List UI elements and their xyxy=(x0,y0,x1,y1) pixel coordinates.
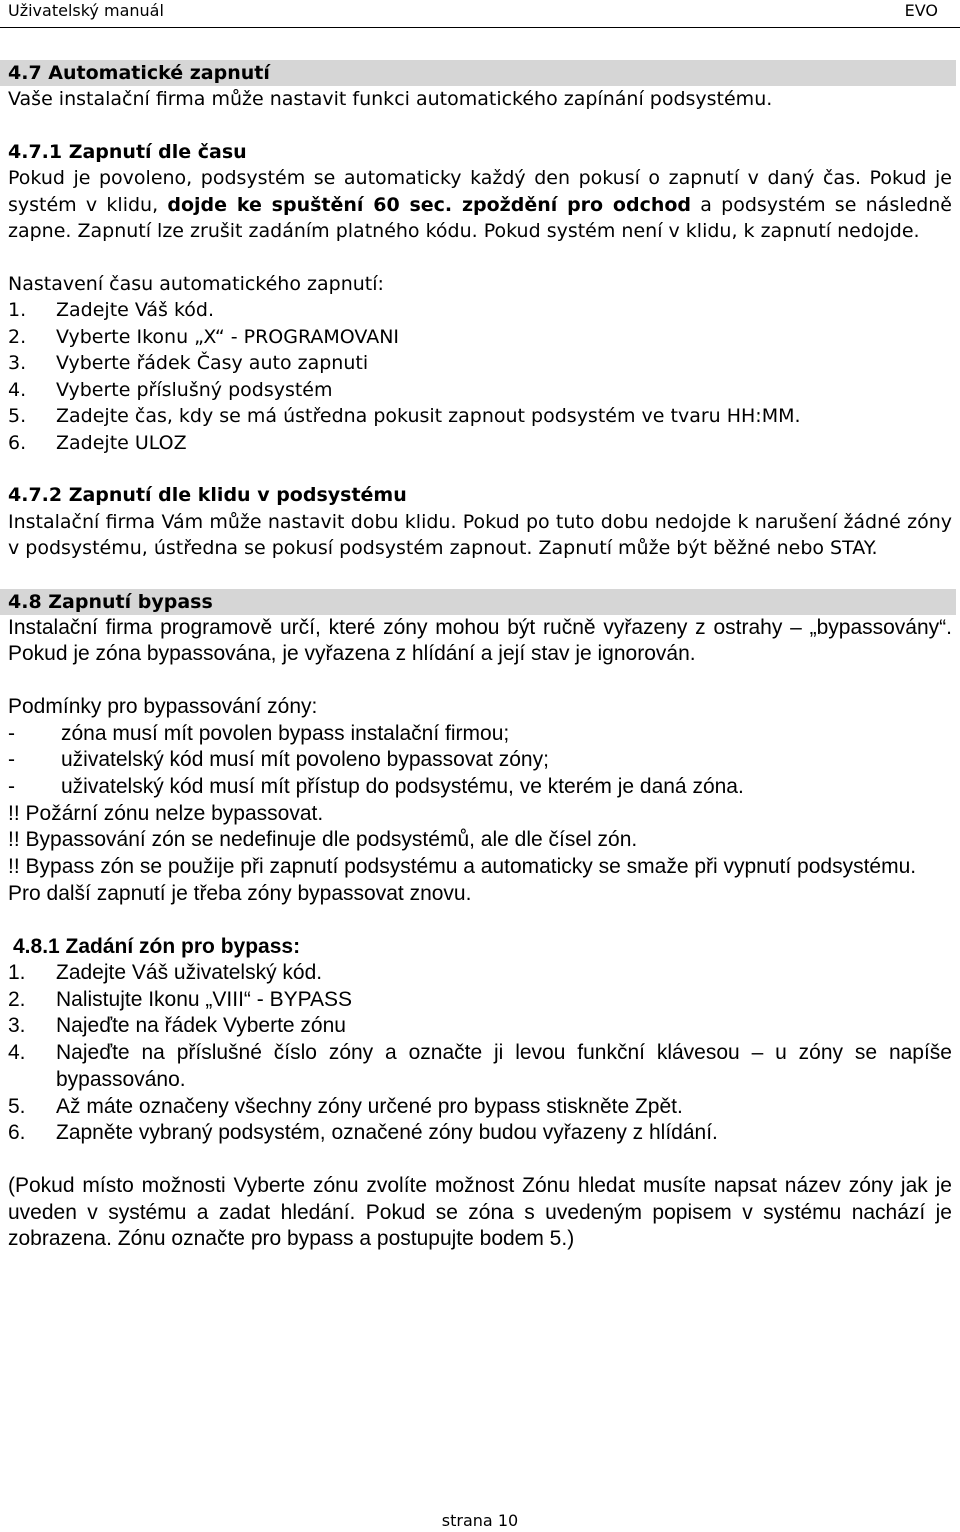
section-4-8-paragraph: Instalační firma programově určí, které zóny mohou být ručně vyřazeny z ostrahy – „bypassovány“. Pokud je zóna bypassována, je vyřazena z hlídání a její stav je ignorován. xyxy=(8,615,952,666)
bypass-note: !! Bypass zón se použije při zapnutí podsystému a automaticky se smaže při vypnutí podsystému. Pro další zapnutí je třeba zóny bypassovat znovu. xyxy=(8,855,917,905)
section-4-7-2-paragraph: Instalační firma Vám může nastavit dobu klidu. Pokud po tuto dobu nedojde k narušení žádné zóny v podsystému, ústředna se pokusí podsystém zapnout. Zapnutí může být běžné nebo STAY. xyxy=(8,510,952,559)
list-item: 2. Vyberte Ikonu „X“ - PROGRAMOVANI xyxy=(8,325,400,348)
auto-arm-steps-title: Nastavení času automatického zapnutí: xyxy=(8,272,384,295)
page-number: strana 10 xyxy=(441,1511,519,1530)
list-item: 1. Zadejte Váš uživatelský kód. xyxy=(8,961,323,985)
section-4-7-heading: 4.7 Automatické zapnutí xyxy=(0,60,956,86)
bypass-conditions-title: Podmínky pro bypassování zóny: xyxy=(8,694,318,718)
delay-emphasis: dojde ke spuštění 60 sec. zpoždění pro odchod xyxy=(167,193,692,216)
list-item: 5. Zadejte čas, kdy se má ústředna pokusit zapnout podsystém ve tvaru HH:MM. xyxy=(8,405,801,427)
bypass-steps-list xyxy=(8,960,952,1147)
section-4-8-1-heading: 4.8.1 Zadání zón pro bypass: xyxy=(13,934,301,958)
header-product-name: EVO xyxy=(904,1,938,20)
bypass-conditions-list xyxy=(8,721,952,801)
list-item: 4. Vyberte příslušný podsystém xyxy=(8,378,333,401)
section-4-7-1-paragraph: Pokud je povoleno, podsystém se automaticky každý den pokusí o zapnutí v daný čas. Pokud je systém v klidu, dojde ke spuštění 60 sec. zpoždění pro odchod a podsystém se následně zapne. Zapnutí lze zrušit zadáním platného kódu. Pokud systém není v klidu, k zapnutí nedojde. xyxy=(8,167,952,242)
list-item: - uživatelský kód musí mít povoleno bypassovat zóny; xyxy=(8,748,549,772)
page-header xyxy=(0,0,960,28)
list-item: - zóna musí mít povolen bypass instalační firmou; xyxy=(8,721,510,745)
header-manual-title: Uživatelský manuál xyxy=(8,1,164,20)
list-item: 3. Najeďte na řádek Vyberte zónu xyxy=(8,1014,346,1038)
section-4-7-1-heading: 4.7.1 Zapnutí dle času xyxy=(8,140,247,163)
page-content xyxy=(8,60,952,1253)
section-4-8-1-closing-paragraph: (Pokud místo možnosti Vyberte zónu zvolíte možnost Zónu hledat musíte napsat název zóny jak je uveden v systému a zadat hledání. Pokud se zóna s uvedeným popisem v systému nachází je zobrazena. Zónu označte pro bypass a postupujte bodem 5.) xyxy=(8,1173,952,1251)
section-4-8-body xyxy=(8,615,952,1254)
list-item: 3. Vyberte řádek Časy auto zapnuti xyxy=(8,352,369,374)
list-item: 4. Najeďte na příslušné číslo zóny a označte ji levou funkční klávesou – u zóny se napíše bypassováno. xyxy=(8,1041,952,1091)
list-item: 5. Až máte označeny všechny zóny určené pro bypass stiskněte Zpět. xyxy=(8,1094,683,1118)
list-item: 2. Nalistujte Ikonu „VIII“ - BYPASS xyxy=(8,987,353,1011)
section-4-7-2-heading: 4.7.2 Zapnutí dle klidu v podsystému xyxy=(8,484,407,506)
list-item: 1. Zadejte Váš kód. xyxy=(8,299,215,321)
bypass-note: !! Požární zónu nelze bypassovat. xyxy=(8,801,324,825)
bypass-note: !! Bypassování zón se nedefinuje dle podsystémů, ale dle čísel zón. xyxy=(8,828,638,852)
auto-arm-steps-list xyxy=(8,297,952,456)
list-item: 6. Zapněte vybraný podsystém, označené zóny budou vyřazeny z hlídání. xyxy=(8,1121,718,1145)
section-4-7-intro: Vaše instalační firma může nastavit funkci automatického zapínání podsystému. xyxy=(8,88,773,110)
list-item: - uživatelský kód musí mít přístup do podsystému, ve kterém je daná zóna. xyxy=(8,775,744,799)
section-4-8-heading: 4.8 Zapnutí bypass xyxy=(0,589,956,615)
list-item: 6. Zadejte ULOZ xyxy=(8,431,187,454)
